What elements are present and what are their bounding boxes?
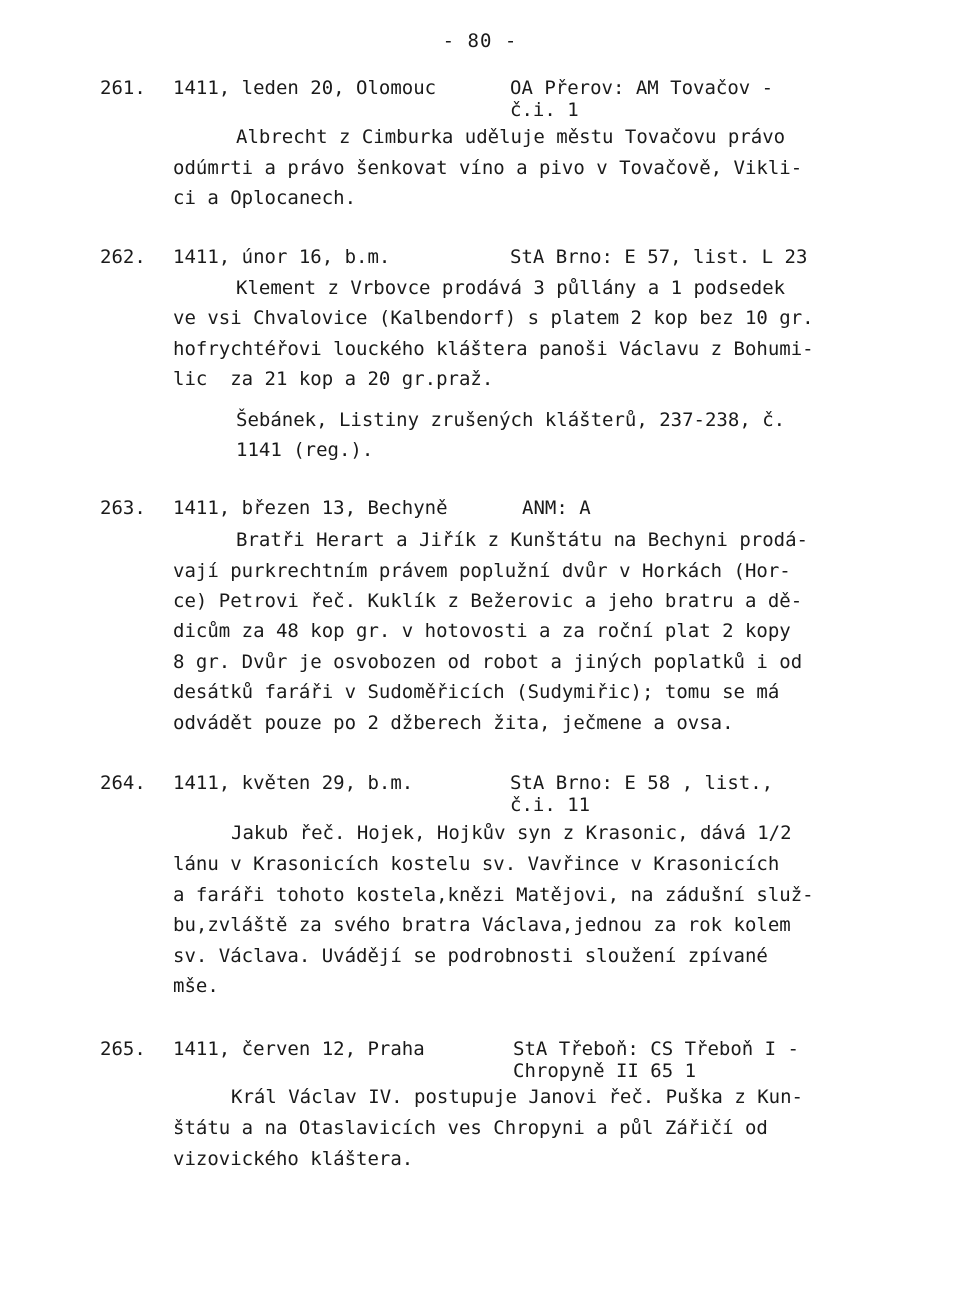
entry-text-line: vizovického kláštera. <box>173 1148 414 1170</box>
entry-citation: Šebánek, Listiny zrušených klášterů, 237-238, č. <box>236 409 786 431</box>
entry-text-line: Král Václav IV. postupuje Janovi řeč. Puška z Kun- <box>231 1086 803 1108</box>
entry-date: 1411, březen 13, Bechyně <box>173 497 448 519</box>
entry-number: 264. <box>100 772 146 794</box>
entry-source-cont: Chropyně II 65 1 <box>513 1060 697 1082</box>
entry-text-line: ci a Oplocanech. <box>173 187 357 209</box>
entry-number: 262. <box>100 246 146 268</box>
entry-date: 1411, únor 16, b.m. <box>173 246 391 268</box>
entry-text-line: sv. Václava. Uvádějí se podrobnosti sloužení zpívané <box>173 945 768 967</box>
entry-source: StA Třeboň: CS Třeboň I - <box>513 1038 799 1060</box>
entry-date: 1411, leden 20, Olomouc <box>173 77 437 99</box>
entry-text-line: vají purkrechtním právem poplužní dvůr v Horkách (Hor- <box>173 560 791 582</box>
entry-text-line: Albrecht z Cimburka uděluje městu Tovačovu právo <box>236 126 786 148</box>
entry-date: 1411, červen 12, Praha <box>173 1038 425 1060</box>
entry-citation: 1141 (reg.). <box>236 439 374 461</box>
entry-number: 265. <box>100 1038 146 1060</box>
entry-text-line: štátu a na Otaslavicích ves Chropyni a půl Zářičí od <box>173 1117 768 1139</box>
entry-text-line: lic za 21 kop a 20 gr.praž. <box>173 368 494 390</box>
entry-text-line: Jakub řeč. Hojek, Hojkův syn z Krasonic, dává 1/2 <box>231 822 792 844</box>
entry-text-line: odvádět pouze po 2 džberech žita, ječmene a ovsa. <box>173 712 734 734</box>
entry-text-line: 8 gr. Dvůr je osvobozen od robot a jiných poplatků i od <box>173 651 803 673</box>
entry-number: 263. <box>100 497 146 519</box>
entry-text-line: a faráři tohoto kostela,knězi Matějovi, na zádušní služ- <box>173 884 814 906</box>
entry-source: OA Přerov: AM Tovačov - <box>510 77 774 99</box>
entry-text-line: desátků faráři v Sudoměřicích (Sudymiřic); tomu se má <box>173 681 780 703</box>
entry-source-cont: č.i. 1 <box>510 99 579 121</box>
entry-source-cont: č.i. 11 <box>510 794 591 816</box>
entry-text-line: Bratři Herart a Jiřík z Kunštátu na Bechyni prodá- <box>236 529 808 551</box>
entry-text-line: hofrychtéřovi louckého kláštera panoši Václavu z Bohumi- <box>173 338 814 360</box>
entry-source: ANM: A <box>522 497 591 519</box>
entry-source: StA Brno: E 58 , list., <box>510 772 774 794</box>
entry-text-line: ve vsi Chvalovice (Kalbendorf) s platem 2 kop bez 10 gr. <box>173 307 814 329</box>
entry-text-line: Klement z Vrbovce prodává 3 půllány a 1 podsedek <box>236 277 786 299</box>
entry-number: 261. <box>100 77 146 99</box>
entry-text-line: lánu v Krasonicích kostelu sv. Vavřince v Krasonicích <box>173 853 780 875</box>
page-number: - 80 - <box>442 30 518 52</box>
entry-text-line: dicům za 48 kop gr. v hotovosti a za roční plat 2 kopy <box>173 620 791 642</box>
entry-text-line: odúmrti a právo šenkovat víno a pivo v Tovačově, Vikli- <box>173 157 803 179</box>
entry-text-line: mše. <box>173 975 219 997</box>
entry-text-line: bu,zvláště za svého bratra Václava,jednou za rok kolem <box>173 914 791 936</box>
entry-source: StA Brno: E 57, list. L 23 <box>510 246 808 268</box>
entry-date: 1411, květen 29, b.m. <box>173 772 414 794</box>
entry-text-line: ce) Petrovi řeč. Kuklík z Bežerovic a jeho bratru a dě- <box>173 590 803 612</box>
